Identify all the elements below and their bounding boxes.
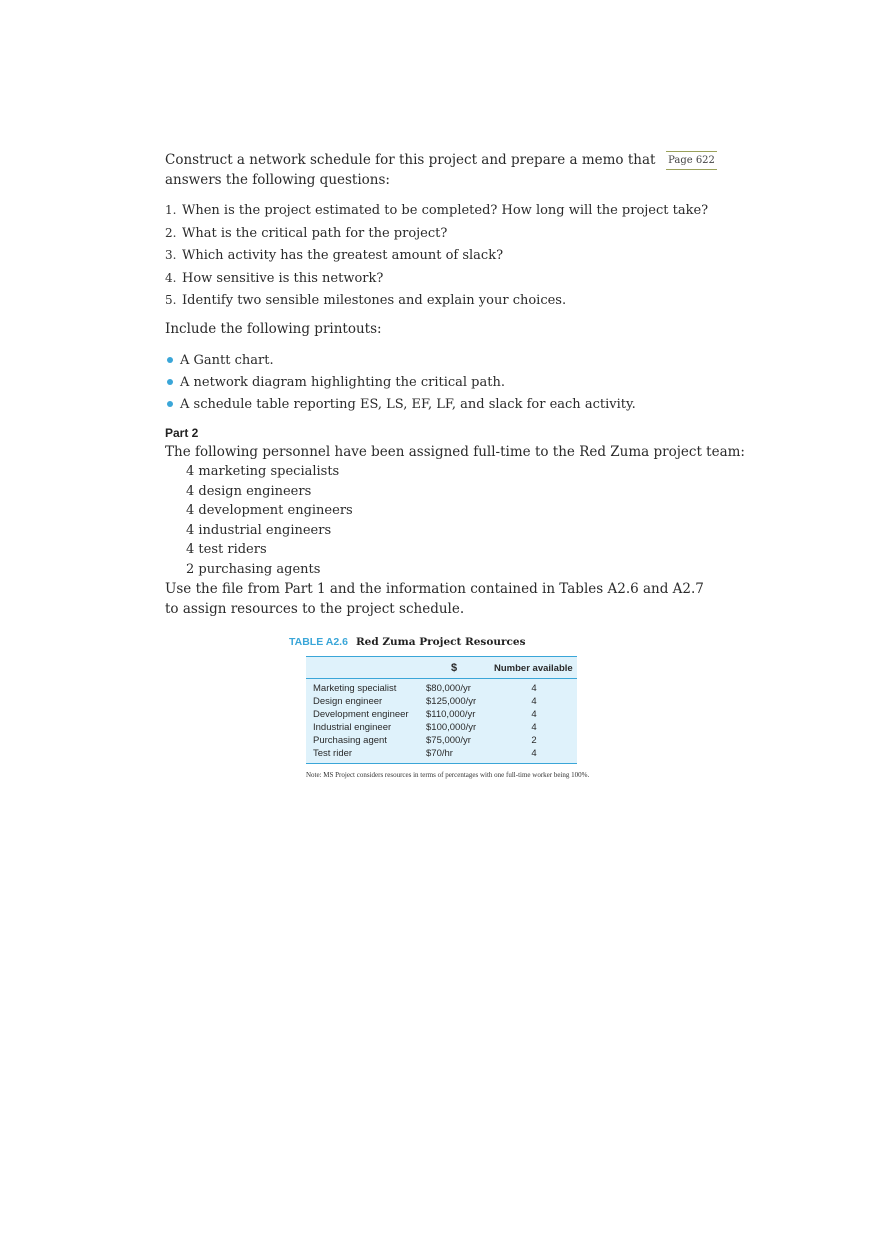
personnel-item: 2 purchasing agents: [186, 561, 321, 577]
question-number: 2.: [165, 225, 177, 240]
personnel-item: 4 development engineers: [186, 503, 353, 519]
question-text: How sensitive is this network?: [182, 270, 384, 286]
available-cell: 4: [531, 709, 537, 720]
cost-cell: $80,000/yr: [426, 683, 471, 694]
printout-item: [165, 373, 636, 395]
table-label: TABLE A2.6: [289, 636, 348, 648]
table-row: [306, 747, 577, 760]
column-header-cost: $: [451, 662, 458, 674]
page-reference: Page 622: [666, 151, 717, 170]
question-text: Identify two sensible milestones and explain your choices.: [182, 293, 567, 308]
question-number: 4.: [165, 270, 177, 285]
table-row: [306, 695, 577, 708]
bullet-icon: [167, 401, 173, 407]
printout-text: A network diagram highlighting the critical path.: [180, 375, 505, 390]
question-item: [165, 268, 708, 291]
resource-cell: Test rider: [313, 748, 353, 759]
available-cell: 2: [531, 735, 537, 746]
cost-cell: $125,000/yr: [426, 696, 477, 707]
table-caption: [289, 634, 526, 650]
cost-cell: $75,000/yr: [426, 735, 471, 746]
table-row: [306, 721, 577, 734]
column-header-available: Number available: [494, 663, 573, 674]
resource-cell: Development engineer: [313, 709, 409, 720]
printouts-heading: Include the following printouts:: [165, 321, 382, 337]
table-note: Note: MS Project considers resources in terms of percentages with one full-time worker being 100%.: [306, 771, 590, 779]
resource-cell: Marketing specialist: [313, 683, 397, 694]
cost-cell: $100,000/yr: [426, 722, 477, 733]
question-item: [165, 223, 708, 246]
question-text: What is the critical path for the project?: [182, 225, 448, 241]
question-number: 5.: [165, 293, 177, 307]
available-cell: 4: [531, 748, 537, 759]
question-number: 3.: [165, 248, 177, 262]
part2-intro: The following personnel have been assigned full-time to the Red Zuma project team:: [165, 444, 745, 460]
intro-paragraph: Construct a network schedule for this project and prepare a memo that answers the following questions:: [165, 152, 656, 188]
printout-text: A Gantt chart.: [180, 353, 274, 368]
resource-cell: Purchasing agent: [313, 735, 387, 746]
table-row: [306, 708, 577, 721]
printout-item: [165, 395, 636, 417]
header-divider: [306, 678, 577, 679]
question-item: [165, 245, 708, 268]
available-cell: 4: [531, 722, 537, 733]
resource-cell: Industrial engineer: [313, 722, 392, 733]
bullet-icon: [167, 379, 173, 385]
table-row: [306, 682, 577, 695]
part2-outro: Use the file from Part 1 and the information contained in Tables A2.6 and A2.7 to assign resources to the project schedule.: [165, 581, 704, 617]
question-number: 1.: [165, 203, 177, 217]
resources-table: [306, 656, 577, 764]
printout-text: A schedule table reporting ES, LS, EF, LF, and slack for each activity.: [180, 397, 636, 412]
printout-item: [165, 351, 636, 373]
cost-cell: $110,000/yr: [426, 709, 476, 720]
question-text: Which activity has the greatest amount of slack?: [182, 248, 504, 263]
available-cell: 4: [531, 696, 537, 707]
resource-cell: Design engineer: [313, 696, 383, 707]
cost-cell: $70/hr: [426, 748, 453, 759]
table-row: [306, 734, 577, 747]
bullet-icon: [167, 357, 173, 363]
part2-heading: Part 2: [165, 426, 199, 440]
question-list: [165, 200, 708, 313]
personnel-item: 4 marketing specialists: [186, 464, 340, 479]
question-item: [165, 290, 708, 313]
table-title: Red Zuma Project Resources: [355, 636, 526, 648]
question-text: When is the project estimated to be completed? How long will the project take?: [182, 203, 709, 218]
printout-list: [165, 351, 636, 417]
personnel-item: 4 test riders: [186, 542, 267, 558]
question-item: [165, 200, 708, 223]
personnel-item: 4 design engineers: [186, 483, 312, 499]
personnel-item: 4 industrial engineers: [186, 522, 332, 538]
personnel-list: [186, 462, 353, 580]
available-cell: 4: [531, 683, 537, 694]
